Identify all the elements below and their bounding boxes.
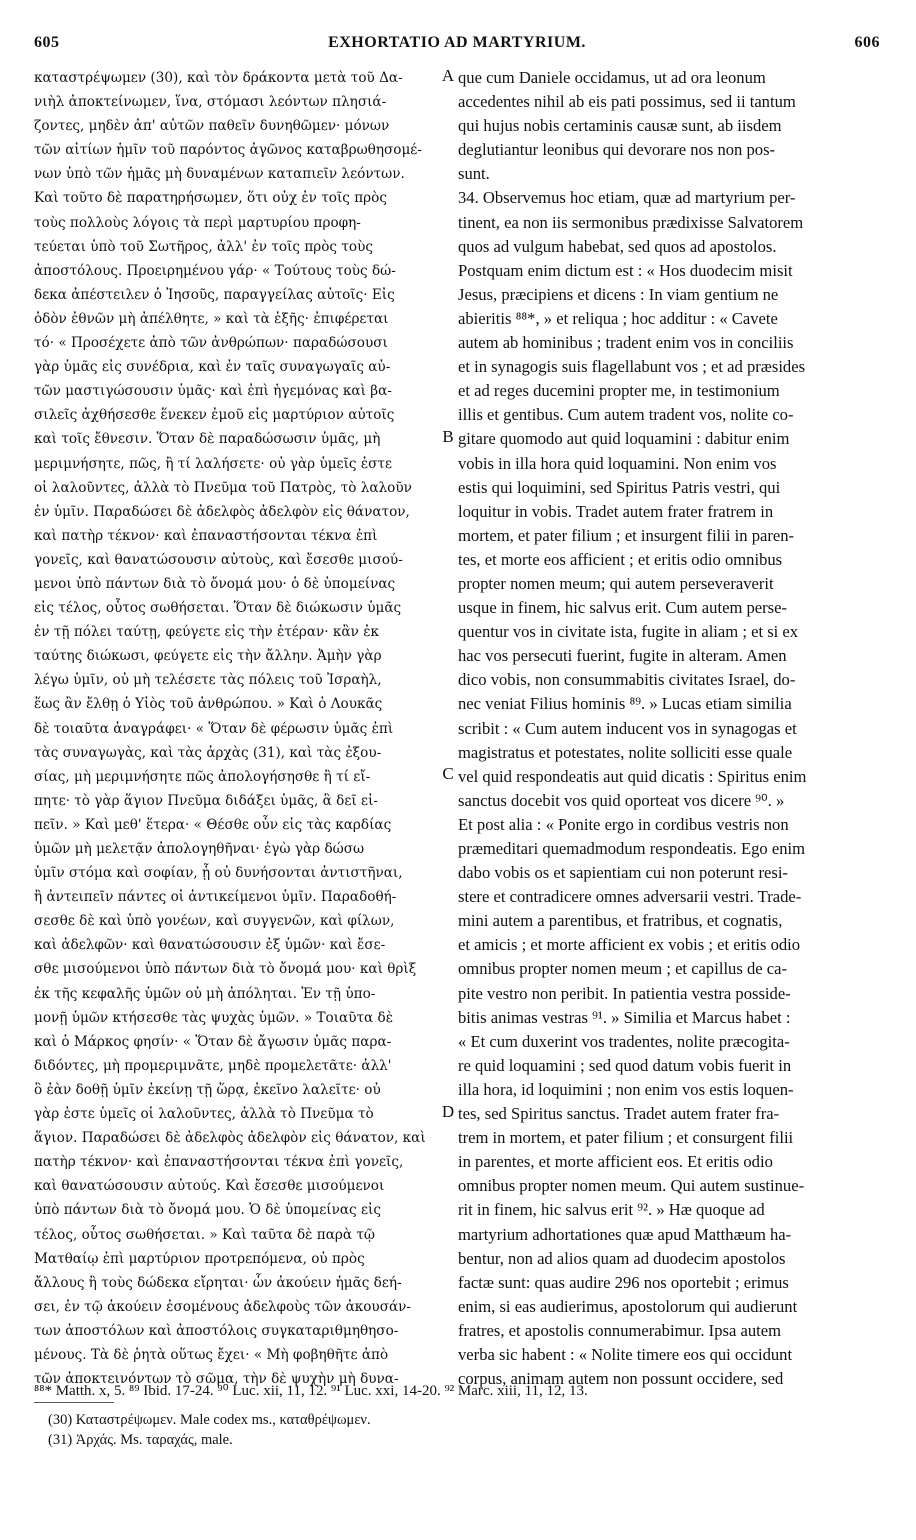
margin-letter-d: D [441, 1102, 455, 1121]
latin-text-line: dabo vobis os et sapientiam cui non poterunt resi- [458, 863, 788, 883]
greek-text-line: τό· « Προσέχετε ἀπὸ τῶν ἀνθρώπων· παραδώσουσι [34, 335, 388, 352]
latin-text-line: Et post alia : « Ponite ergo in cordibus vestris non [458, 814, 789, 834]
greek-text-line: τῶν αἰτίων ἡμῖν τοῦ παρόντος ἀγῶνος καταβρωθησομέ- [34, 142, 422, 159]
latin-text-line: pite vestro non peribit. In patientia vestra posside- [458, 983, 791, 1003]
latin-text-line: accedentes nihil ab eis pati possimus, sed ii tantum [458, 92, 796, 112]
latin-text-line: re quid loquamini ; sed quod datum vobis fuerit in [458, 1055, 792, 1075]
latin-text-line: fratres, et apostolis connumerabimur. Ipsa autem [458, 1320, 782, 1340]
page-number-left: 605 [34, 34, 60, 51]
latin-text-line: deglutiantur leonibus qui devorare nos non pos- [458, 140, 776, 160]
latin-text-line: rit in finem, hic salvus erit ⁹². » Hæ quoque ad [458, 1200, 765, 1220]
greek-text-line: τὰς συναγωγὰς, καὶ τὰς ἀρχὰς (31), καὶ τὰς ἐξου- [34, 744, 382, 761]
latin-text-line: trem in mortem, et pater filium ; et consurgent filii [458, 1128, 794, 1148]
greek-text-line: ὑμῶν μὴ μελετᾷν ἀπολογηθῆναι· ἐγὼ γὰρ δώσω [34, 841, 365, 857]
greek-text-line: σει, ἐν τῷ ἀκούειν ἐσομένους ἀδελφοὺς τῶν ἀκουσάν- [34, 1298, 412, 1315]
note-31: (31) Ἀρχάς. Ms. ταραχάς, male. [48, 1432, 233, 1448]
latin-text-line: præmeditari quemadmodum respondeatis. Ego enim [458, 839, 806, 858]
running-title: EXHORTATIO AD MARTYRIUM. [328, 34, 586, 51]
greek-text-line: οἱ λαλοῦντες, ἀλλὰ τὸ Πνεῦμα τοῦ Πατρὸς, τὸ λαλοῦν [34, 479, 412, 496]
latin-text-line: vel quid respondeatis aut quid dicatis : Spiritus enim [458, 766, 807, 786]
latin-text-line: nec veniat Filius hominis ⁸⁹. » Lucas etiam similia [458, 694, 792, 714]
latin-text-line: hac vos persecuti fuerint, fugite in alteram. Amen [458, 646, 787, 666]
latin-text-line: in parentes, et morte afficient eos. Et eritis odio [458, 1152, 773, 1172]
latin-text-line: quos ad vulgum habebat, sed quos ad apostolos. [458, 236, 777, 256]
latin-column [458, 66, 880, 1389]
greek-text-line: μενοι ὑπὸ πάντων διὰ τὸ ὄνομά μου· ὁ δὲ ὑπομείνας [34, 575, 396, 592]
greek-text-line: νιὴλ ἀποκτείνωμεν, ἵνα, στόμασι λεόντων πλησιά- [34, 94, 387, 111]
latin-text-line: corpus, animam autem non possunt occidere, sed [458, 1369, 784, 1389]
latin-text-line: factæ sunt: quas audire 296 nos oportebit ; erimus [458, 1272, 789, 1292]
greek-text-line: εἰς τέλος, οὗτος σωθήσεται. Ὅταν δὲ διώκωσιν ὑμᾶς [34, 600, 402, 617]
greek-text-line: ἀποστόλους. Προειρημένου γάρ· « Τούτους τοὺς δώ- [34, 262, 396, 279]
greek-text-line: δεκα ἀπέστειλεν ὁ Ἰησοῦς, παραγγείλας αὐτοῖς· Εἰς [34, 286, 395, 303]
greek-text-line: Καὶ τοῦτο δὲ παρατηρήσωμεν, ὅτι οὐχ ἐν τοῖς πρὸς [34, 190, 387, 207]
greek-text-line: ὃ ἐὰν δοθῇ ὑμῖν ἐκείνῃ τῇ ὥρᾳ, ἐκεῖνο λαλεῖτε· οὐ [34, 1081, 381, 1098]
note-30: (30) Καταστρέψωμεν. Male codex ms., καταθρέψωμεν. [48, 1412, 371, 1428]
critical-notes [48, 1410, 880, 1450]
greek-text-line: μονῇ ὑμῶν κτήσεσθε τὰς ψυχὰς ὑμῶν. » Τοιαῦτα δὲ [34, 1009, 393, 1026]
greek-text-line: ἢ ἀντειπεῖν πάντες οἱ ἀντικείμενοι ὑμῖν. Παραδοθή- [34, 889, 397, 906]
greek-text-line: τοὺς πολλοὺς λόγοις τὰ περὶ μαρτυρίου προφη- [34, 214, 361, 231]
latin-text-line: illis et gentibus. Cum autem tradent vos, nolite co- [458, 405, 794, 425]
latin-text-line: bitis animas vestras ⁹¹. » Similia et Marcus habet : [458, 1007, 791, 1027]
greek-text-line: γὰρ ἐστε ὑμεῖς οἱ λαλοῦντες, ἀλλὰ τὸ Πνεῦμα τὸ [34, 1106, 374, 1123]
margin-letter-a: A [441, 66, 455, 85]
greek-text-line: ἅγιον. Παραδώσει δὲ ἀδελφὸς ἀδελφὸν εἰς θάνατον, καὶ [34, 1130, 426, 1147]
greek-text-line: τῶν μαστιγώσουσιν ὑμᾶς· καὶ ἐπὶ ἡγεμόνας καὶ βα- [34, 383, 392, 400]
greek-text-line: ταύτης διώκωσι, φεύγετε εἰς τὴν ἄλλην. Ἀμὴν γὰρ [34, 648, 382, 665]
greek-text-line: ὁδὸν ἐθνῶν μὴ ἀπέλθητε, » καὶ τὰ ἑξῆς· ἐπιφέρεται [34, 310, 389, 327]
greek-text-line: δὲ τοιαῦτα ἀναγράφει· « Ὅταν δὲ φέρωσιν ὑμᾶς ἐπὶ [34, 720, 394, 737]
greek-text-line: ἕως ἂν ἔλθῃ ὁ Υἱὸς τοῦ ἀνθρώπου. » Καὶ ὁ Λουκᾶς [34, 696, 383, 713]
latin-text-line: et ad reges ducemini propter me, in testimonium [458, 381, 780, 401]
greek-column [34, 66, 442, 1388]
latin-text-line: et in synagogis suis flagellabunt vos ; et ad præsides [458, 357, 806, 377]
greek-text-line: καὶ πατὴρ τέκνον· καὶ ἐπαναστήσονται τέκνα ἐπὶ [34, 527, 378, 544]
latin-text-line: dico vobis, non consummabitis civitates Israel, do- [458, 670, 796, 690]
latin-text-line: martyrium adhortationes quæ apud Matthæum ha- [458, 1224, 792, 1244]
greek-text-line: νων ὑπὸ τῶν ἡμᾶς μὴ δυναμένων καταπιεῖν λεόντων. [34, 166, 405, 183]
latin-text-line: autem ab hominibus ; tradent enim vos in conciliis [458, 333, 794, 353]
latin-text-line: et amicis ; et morte afficient ex vobis ; et eritis odio [458, 935, 801, 955]
latin-text-line: Postquam enim dictum est : « Hos duodecim misit [458, 260, 793, 280]
latin-text-line: enim, si eas audierimus, apostolorum qui audierunt [458, 1296, 798, 1316]
margin-letter-b: B [442, 427, 454, 446]
greek-text-line: γονεῖς, καὶ θανατώσουσιν αὐτοὺς, καὶ ἔσεσθε μισού- [34, 551, 403, 568]
greek-text-line: διδόντες, μὴ προμεριμνᾶτε, μηδὲ προμελετᾶτε· ἀλλ' [34, 1057, 392, 1074]
greek-text-line: καὶ τοῖς ἔθνεσιν. Ὅταν δὲ παραδώσωσιν ὑμᾶς, μὴ [34, 431, 381, 448]
latin-text-line: propter nomen meum; qui autem perseveraverit [458, 573, 774, 593]
latin-text-line: qui hujus nobis certaminis causæ sunt, ab iisdem [458, 116, 782, 136]
greek-text-line: ὑμῖν στόμα καὶ σοφίαν, ᾗ οὐ δυνήσονται ἀντιστῆναι, [34, 865, 403, 882]
latin-text-line: mini autem a parentibus, et fratribus, et cognatis, [458, 911, 783, 931]
latin-text-line: « Et cum duxerint vos tradentes, nolite præcogita- [458, 1031, 790, 1051]
running-header [34, 34, 880, 56]
greek-text-line: καὶ θανατώσουσιν αὐτούς. Καὶ ἔσεσθε μισούμενοι [34, 1178, 385, 1195]
greek-text-line: ἐν ὑμῖν. Παραδώσει δὲ ἀδελφὸς ἀδελφὸν εἰς θάνατον, [34, 503, 410, 520]
greek-text-line: Ματθαίῳ ἐπὶ μαρτύριον προτρεπόμενα, οὐ πρὸς [34, 1250, 365, 1267]
latin-text-line: abieritis ⁸⁸*, » et reliqua ; hoc additur : « Cavete [458, 308, 778, 328]
greek-text-line: σίας, μὴ μεριμνήσητε πῶς ἀπολογήσησθε ἢ τί εἴ- [34, 768, 371, 785]
latin-text-line: estis qui loquimini, sed Spiritus Patris vestri, qui [458, 477, 781, 497]
greek-text-line: ζοντες, μηδὲν ἀπ' αὐτῶν παθεῖν δυνηθῶμεν· μόνων [34, 118, 390, 135]
latin-text-line: verba sic habent : « Nolite timere eos qui occidunt [458, 1344, 793, 1364]
latin-text-line: Jesus, præcipiens et dicens : In viam gentium ne [458, 284, 779, 304]
latin-text-line: bentur, non ad alios quam ad duodecim apostolos [458, 1248, 786, 1268]
greek-text-line: καὶ ὁ Μάρκος φησίν· « Ὅταν δὲ ἄγωσιν ὑμᾶς παρα- [34, 1033, 392, 1050]
latin-text-line: gitare quomodo aut quid loquamini : dabitur enim [458, 429, 790, 449]
latin-text-line: que cum Daniele occidamus, ut ad ora leonum [458, 68, 766, 87]
greek-text-line: καὶ ἀδελφῶν· καὶ θανατώσουσιν ἐξ ὑμῶν· καὶ ἔσε- [34, 937, 386, 954]
greek-text-line: πατὴρ τέκνον· καὶ ἐπαναστήσονται τέκνα ἐπὶ γονεῖς, [34, 1154, 404, 1171]
latin-text-line: mortem, et pater filium ; et insurgent filii in paren- [458, 525, 795, 545]
greek-text-line: λέγω ὑμῖν, οὐ μὴ τελέσετε τὰς πόλεις τοῦ Ἰσραὴλ, [34, 672, 382, 689]
latin-text-line: magistratus et potestates, nolite solliciti esse quale [458, 742, 793, 762]
latin-text-line: scribit : « Cum autem inducent vos in synagogas et [458, 718, 797, 738]
latin-text-line: illa hora, id loquimini ; non enim vos estis loquen- [458, 1079, 794, 1099]
latin-text-line: quentur vos in civitate ista, fugite in aliam ; et si ex [458, 622, 799, 642]
margin-letter-c: C [442, 764, 454, 783]
latin-text-line: tes, et morte eos afficient ; et eritis odio omnibus [458, 549, 783, 569]
latin-text-line: tinent, ea non iis sermonibus prædixisse Salvatorem [458, 212, 804, 232]
latin-text-line: 34. Observemus hoc etiam, quæ ad martyrium per- [458, 188, 796, 208]
latin-text-line: tes, sed Spiritus sanctus. Tradet autem frater fra- [458, 1104, 780, 1124]
greek-text-line: ὑπὸ πάντων διὰ τὸ ὄνομά μου. Ὁ δὲ ὑπομείνας εἰς [34, 1202, 381, 1219]
latin-text-line: stere et contradicere omnes adversarii vestri. Trade- [458, 887, 802, 907]
greek-text-line: σθε μισούμενοι ὑπὸ πάντων διὰ τὸ ὄνομά μου· καὶ θρὶξ [34, 961, 417, 978]
latin-text-line: omnibus propter nomen meum ; et capillus de ca- [458, 959, 788, 979]
latin-text-line: sunt. [458, 164, 490, 184]
greek-text-line: πεῖν. » Καὶ μεθ' ἕτερα· « Θέσθε οὖν εἰς τὰς καρδίας [34, 816, 392, 833]
greek-text-line: ἐκ τῆς κεφαλῆς ὑμῶν οὐ μὴ ἀπόληται. Ἐν τῇ ὑπο- [34, 985, 376, 1002]
greek-text-line: των ἀποστόλων καὶ ἀποστόλοις συγκαταριθμηθησο- [34, 1322, 399, 1339]
latin-text-line: sanctus docebit vos quid oporteat vos dicere ⁹⁰. » [458, 790, 785, 810]
notes-divider [34, 1402, 114, 1403]
greek-text-line: μένους. Τὰ δὲ ῥητὰ οὕτως ἔχει· « Μὴ φοβηθῆτε ἀπὸ [34, 1346, 389, 1363]
greek-text-line: ἐν τῇ πόλει ταύτῃ, φεύγετε εἰς τὴν ἑτέραν· κἂν ἐκ [34, 624, 379, 641]
scripture-references: ⁸⁸* Matth. x, 5. ⁸⁹ Ibid. 17-24. ⁹⁰ Luc. xii, 11, 12. ⁹¹ Luc. xxi, 14-20. ⁹² Marc. xiii, 11, 12, 13. [34, 1383, 588, 1399]
latin-text-line: usque in finem, hic salvus erit. Cum autem perse- [458, 598, 788, 618]
greek-text-line: σεσθε δὲ καὶ ὑπὸ γονέων, καὶ συγγενῶν, καὶ φίλων, [34, 913, 395, 930]
latin-text-line: loquitur in vobis. Tradet autem frater fratrem in [458, 501, 774, 521]
greek-text-line: καταστρέψωμεν (30), καὶ τὸν δράκοντα μετὰ τοῦ Δα- [34, 70, 403, 86]
greek-text-line: σιλεῖς ἀχθήσεσθε ἕνεκεν ἐμοῦ εἰς μαρτύριον αὐτοῖς [34, 407, 395, 424]
latin-text-line: vobis in illa hora quid loquamini. Non enim vos [458, 453, 777, 473]
greek-text-line: τεύεται ὑπὸ τοῦ Σωτῆρος, ἀλλ' ἐν τοῖς πρὸς τοὺς [34, 238, 373, 255]
latin-text-line: omnibus propter nomen meum. Qui autem sustinue- [458, 1176, 805, 1196]
greek-text-line: γὰρ ὑμᾶς εἰς συνέδρια, καὶ ἐν ταῖς συναγωγαῖς αὐ- [34, 359, 391, 376]
margin-section-markers [436, 66, 460, 1376]
greek-text-line: τέλος, οὗτος σωθήσεται. » Καὶ ταῦτα δὲ παρὰ τῷ [34, 1226, 376, 1243]
page-number-right: 606 [854, 34, 880, 51]
greek-text-line: τῶν ἀποκτεινόντων τὸ σῶμα, τὴν δὲ ψυχὴν μὴ δυνα- [34, 1371, 399, 1388]
greek-text-line: ἄλλους ἢ τοὺς δώδεκα εἴρηται· ὧν ἀκούειν ἡμᾶς δεή- [34, 1274, 402, 1291]
greek-text-line: πητε· τὸ γὰρ ἅγιον Πνεῦμα διδάξει ὑμᾶς, ἃ δεῖ εἰ- [34, 792, 379, 809]
greek-text-line: μεριμνήσητε, πῶς, ἢ τί λαλήσετε· οὐ γὰρ ὑμεῖς ἐστε [34, 455, 392, 472]
